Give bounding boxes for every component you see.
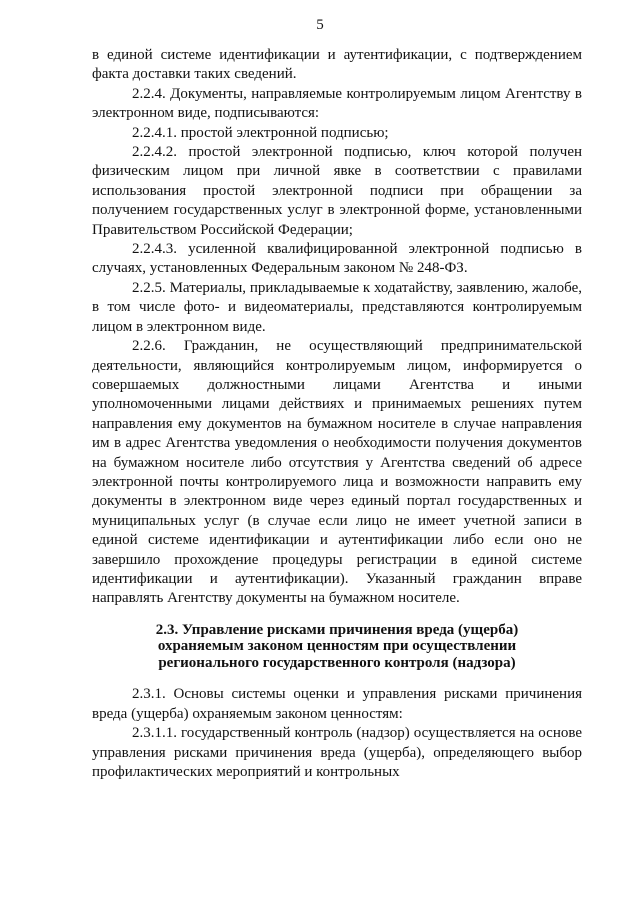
page-number: 5: [316, 17, 324, 33]
document-body: [92, 46, 582, 782]
paragraph-2-3-1: 2.3.1. Основы системы оценки и управления рисками причинения вреда (ущерба) охраняемым законом ценностям:: [92, 686, 582, 722]
paragraph-2-2-5: 2.2.5. Материалы, прикладываемые к ходатайству, заявлению, жалобе, в том числе фото- и видеоматериалы, представляются контролируемым лицом в электронном виде.: [92, 279, 582, 335]
paragraph-2-2-6: 2.2.6. Гражданин, не осуществляющий предпринимательской деятельности, являющийся контролируемым лицом, информируется о совершаемых должностными лицами Агентства и иными уполномоченными лицами действиях и принимаемых решениях путем направления ему документов на бумажном носителе в случае направления им в адрес Агентства уведомления о необходимости получения документов на бумажном носителе либо отсутствия у Агентства сведений об адресе электронной почты контролируемого лица и возможности направить ему документы в электронном виде через единый портал государственных и муниципальных услуг (в случае если лицо не имеет учетной записи в единой системе идентификации и аутентификации либо если оно не завершило прохождение процедуры регистрации в единой системе идентификации и аутентификации). Указанный гражданин вправе направлять Агентству документы на бумажном носителе.: [92, 338, 582, 607]
paragraph-2-2-4-3: 2.2.4.3. усиленной квалифицированной электронной подписью в случаях, установленных Федеральным законом № 248-ФЗ.: [92, 241, 582, 277]
section-heading-line: охраняемым законом ценностям при осуществлении: [157, 638, 517, 655]
section-heading-2-3: [92, 622, 582, 672]
paragraph-2-3-1-1: 2.3.1.1. государственный контроль (надзор) осуществляется на основе управления рисками причинения вреда (ущерба), определяющего выбор профилактических мероприятий и контрольных: [92, 725, 582, 780]
section-heading-line: регионального государственного контроля (надзора): [158, 654, 516, 671]
paragraph-continuation: в единой системе идентификации и аутентификации, с подтверждением факта доставки таких сведений.: [92, 47, 582, 83]
paragraph-2-2-4: 2.2.4. Документы, направляемые контролируемым лицом Агентству в электронном виде, подписываются:: [92, 85, 582, 122]
section-heading-line: 2.3. Управление рисками причинения вреда (ущерба): [155, 621, 519, 638]
paragraph-2-2-4-2: 2.2.4.2. простой электронной подписью, ключ которой получен физическим лицом при личной явке в соответствии с правилами использования простой электронной подписи при обращении за получением государственных услуг в электронной форме, установленными Правительством Российской Федерации;: [92, 144, 582, 238]
paragraph-2-2-4-1: 2.2.4.1. простой электронной подписью;: [132, 124, 389, 141]
